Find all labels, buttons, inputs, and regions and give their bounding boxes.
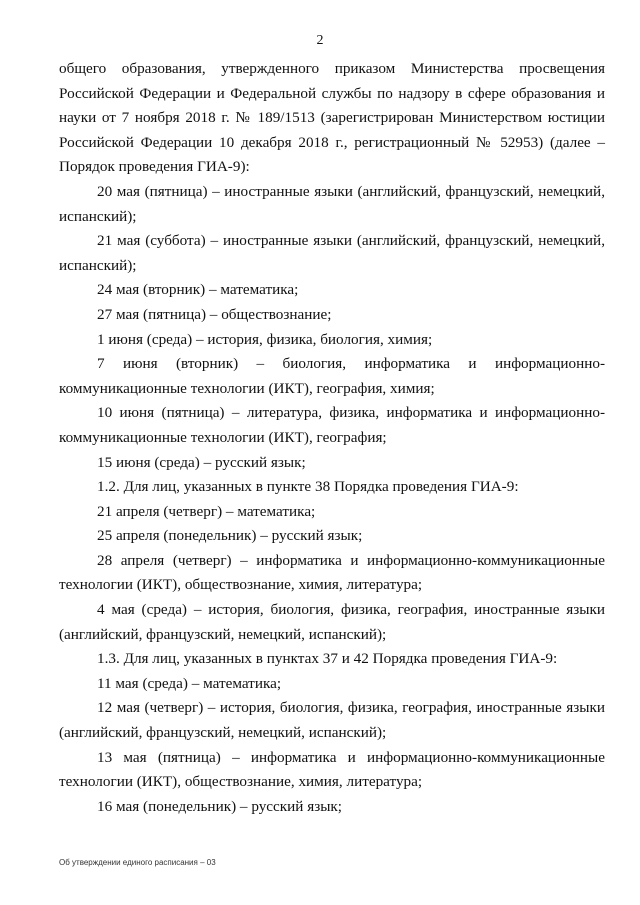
schedule-item: 12 мая (четверг) – история, биология, физика, география, иностранные языки (английский, французский, немецкий, испанский); (59, 699, 605, 742)
schedule-item: 24 мая (вторник) – математика; (97, 281, 299, 299)
page-number: 2 (316, 33, 324, 48)
schedule-item: 20 мая (пятница) – иностранные языки (английский, французский, немецкий, испанский); (59, 182, 605, 225)
document-body (59, 57, 605, 819)
schedule-item: 25 апреля (понедельник) – русский язык; (97, 527, 363, 545)
schedule-item: 10 июня (пятница) – литература, физика, информатика и информационно-коммуникационные технологии (ИКТ), география; (59, 404, 605, 446)
schedule-item: 15 июня (среда) – русский язык; (97, 453, 306, 471)
schedule-item: 11 мая (среда) – математика; (97, 674, 282, 692)
schedule-item: 27 мая (пятница) – обществознание; (97, 305, 332, 323)
document-footer: Об утверждении единого расписания – 03 (59, 858, 216, 867)
schedule-item: 13 мая (пятница) – информатика и информационно-коммуникационные технологии (ИКТ), обществознание, химия, литература; (59, 748, 605, 791)
paragraph: общего образования, утвержденного приказом Министерства просвещения Российской Федерации и Федеральной службы по надзору в сфере образования и науки от 7 ноября 2018 г. № 189/1513 (зарегистрирован Министерством юстиции Российской Федерации 10 декабря 2018 г., регистрационный № 52953) (далее – Порядок проведения ГИА-9): (59, 60, 605, 176)
schedule-item: 28 апреля (четверг) – информатика и информационно-коммуникационные технологии (ИКТ), обществознание, химия, литература; (59, 551, 605, 594)
section-heading: 1.3. Для лиц, указанных в пунктах 37 и 42 Порядка проведения ГИА-9: (97, 650, 558, 668)
section-heading: 1.2. Для лиц, указанных в пункте 38 Порядка проведения ГИА-9: (97, 478, 519, 496)
schedule-item: 4 мая (среда) – история, биология, физика, география, иностранные языки (английский, французский, немецкий, испанский); (59, 601, 605, 643)
schedule-item: 16 мая (понедельник) – русский язык; (97, 797, 343, 815)
schedule-item: 21 мая (суббота) – иностранные языки (английский, французский, немецкий, испанский); (59, 232, 605, 274)
schedule-item: 1 июня (среда) – история, физика, биология, химия; (97, 330, 433, 348)
schedule-item: 7 июня (вторник) – биология, информатика и информационно-коммуникационные технологии (ИКТ), география, химия; (59, 355, 605, 397)
schedule-item: 21 апреля (четверг) – математика; (97, 502, 316, 520)
